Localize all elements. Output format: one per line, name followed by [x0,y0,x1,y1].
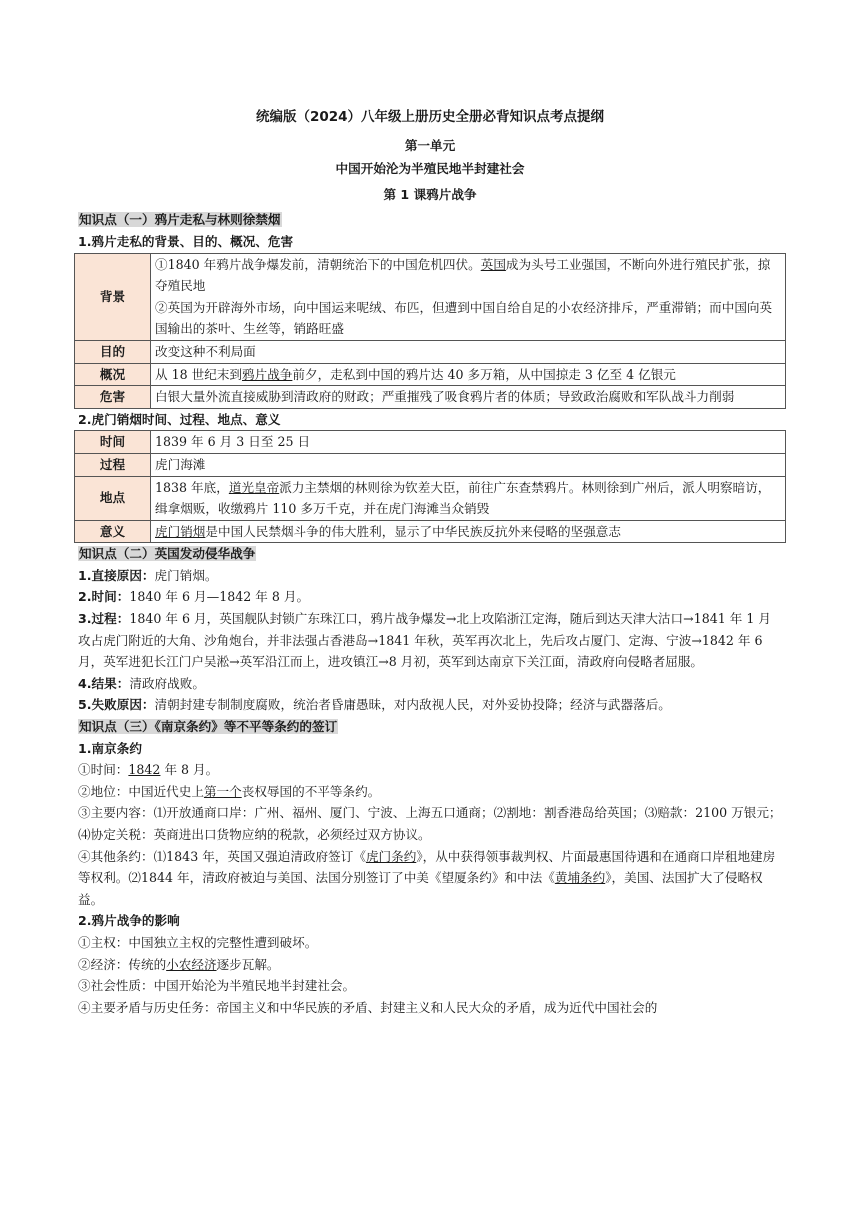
document-title: 统编版（2024）八年级上册历史全册必背知识点考点提纲 [255,109,605,125]
table-row [75,453,786,476]
kp1-section2-title: 2.虎门销烟时间、过程、地点、意义 [78,411,281,427]
row-content-background: ①1840 年鸦片战争爆发前，清朝统治下的中国危机四伏。英国成为头号工业强国，不断向外进行殖民扩张，掠夺殖民地 ②英国为开辟海外市场，向中国运来呢绒、布匹，但遭到中国自给自足的小农经济排斥，严重滞销；而中国向英国输出的茶叶、生丝等，销路旺盛 [151,253,786,340]
row-content-overview: 从 18 世纪末到鸦片战争前夕，走私到中国的鸦片达 40 多万箱，从中国掠走 3 亿至 4 亿银元 [151,363,786,386]
kp2-item-1: 1.直接原因：虎门销烟。 [78,567,218,583]
row-label-meaning: 意义 [75,520,151,543]
kp3-heading: 知识点（三）《南京条约》等不平等条约的签订 [79,719,338,735]
kp2-heading: 知识点（二）英国发动侵华战争 [79,546,256,562]
row-content-meaning: 虎门销烟是中国人民禁烟斗争的伟大胜利，显示了中华民族反抗外来侵略的坚强意志 [151,520,786,543]
kp3-item-other-treaties: ④其他条约：⑴1843 年，英国又强迫清政府签订《虎门条约》，从中获得领事裁判权、片面最惠国待遇和在通商口岸租地建房等权利。⑵1844 年，清政府被迫与美国、法国分别签订了中美《望厦条约》和中法《黄埔条约》，美国、法国扩大了侵略权益。 [78,848,776,907]
row-label-purpose: 目的 [75,340,151,363]
table-row [75,386,786,409]
table-row [75,253,786,340]
kp3-section2-title: 2.鸦片战争的影响 [78,913,180,929]
kp2-item-2: 2.时间：1840 年 6 月—1842 年 8 月。 [78,589,310,605]
kp2-item-3: 3.过程：1840 年 6 月，英国舰队封锁广东珠江口，鸦片战争爆发→北上攻陷浙江定海，随后到达天津大沽口→1841 年 1 月攻占虎门附近的大角、沙角炮台，并非法强占香港岛→1841 年秋，英军再次北上，先后攻占厦门、定海、宁波→1842 年 6 月，英军进犯长江门户吴淞→英军沿江而上，进攻镇江→8 月初，英军到达南京下关江面，清政府向侵略者屈服。 [78,611,771,670]
row-content-purpose: 改变这种不利局面 [151,340,786,363]
kp1-section1-title: 1.鸦片走私的背景、目的、概况、危害 [78,233,294,249]
row-content-time: 1839 年 6 月 3 日至 25 日 [151,431,786,454]
table-row [75,476,786,520]
row-content-harm: 白银大量外流直接威胁到清政府的财政；严重摧残了吸食鸦片者的体质；导致政治腐败和军队战斗力削弱 [151,386,786,409]
unit-title: 中国开始沦为半殖民地半封建社会 [335,161,525,177]
unit-label: 第一单元 [404,137,456,153]
row-label-overview: 概况 [75,363,151,386]
document-content [78,107,782,1018]
kp2-item-4: 4.结果：清政府战败。 [78,675,205,691]
row-label-process: 过程 [75,453,151,476]
kp3-impact-society: ③社会性质：中国开始沦为半殖民地半封建社会。 [78,978,356,994]
table-row [75,520,786,543]
kp3-item-status: ②地位：中国近代史上第一个丧权辱国的不平等条约。 [78,783,381,799]
underlined-term: 虎门条约 [365,848,417,864]
kp3-impact-contradiction: ④主要矛盾与历史任务：帝国主义和中华民族的矛盾、封建主义和人民大众的矛盾，成为近代中国社会的 [78,999,658,1015]
row-content-place: 1838 年底，道光皇帝派力主禁烟的林则徐为钦差大臣，前往广东查禁鸦片。林则徐到广州后，派人明察暗访，缉拿烟贩，收缴鸦片 110 多万千克，并在虎门海滩当众销毁 [151,476,786,520]
underlined-term: 黄埔条约 [554,870,606,886]
underlined-term: 第一个 [203,783,242,799]
kp3-item-content: ③主要内容：⑴开放通商口岸：广州、福州、厦门、宁波、上海五口通商；⑵割地：割香港岛给英国；⑶赔款：2100 万银元；⑷协定关税：英商进出口货物应纳的税款，必须经过双方协议。 [78,805,782,842]
table-row [75,363,786,386]
kp2-item-5: 5.失败原因：清朝封建专制制度腐败，统治者昏庸愚昧，对内敌视人民，对外妥协投降；经济与武器落后。 [78,697,671,713]
row-label-time: 时间 [75,431,151,454]
underlined-term: 虎门销烟 [155,523,206,539]
kp1-heading: 知识点（一）鸦片走私与林则徐禁烟 [79,212,281,228]
table-row [75,431,786,454]
lesson-title: 第 1 课鸦片战争 [383,186,477,202]
row-content-process: 虎门海滩 [151,453,786,476]
row-label-background: 背景 [75,253,151,340]
row-label-place: 地点 [75,476,151,520]
kp3-impact-sovereignty: ①主权：中国独立主权的完整性遭到破坏。 [78,934,318,950]
kp3-impact-economy: ②经济：传统的小农经济逐步瓦解。 [78,956,280,972]
underlined-term: 道光皇帝 [228,479,280,495]
underlined-term: 鸦片战争 [242,366,293,382]
underlined-term: 英国 [480,256,506,272]
opium-smuggling-table [74,253,786,409]
humen-opium-table [74,430,786,543]
kp3-section1-title: 1.南京条约 [78,740,142,756]
table-row [75,340,786,363]
underlined-term: 小农经济 [166,956,217,972]
kp3-item-time: ①时间：1842 年 8 月。 [78,762,219,778]
underlined-term: 1842 [128,762,161,778]
row-label-harm: 危害 [75,386,151,409]
